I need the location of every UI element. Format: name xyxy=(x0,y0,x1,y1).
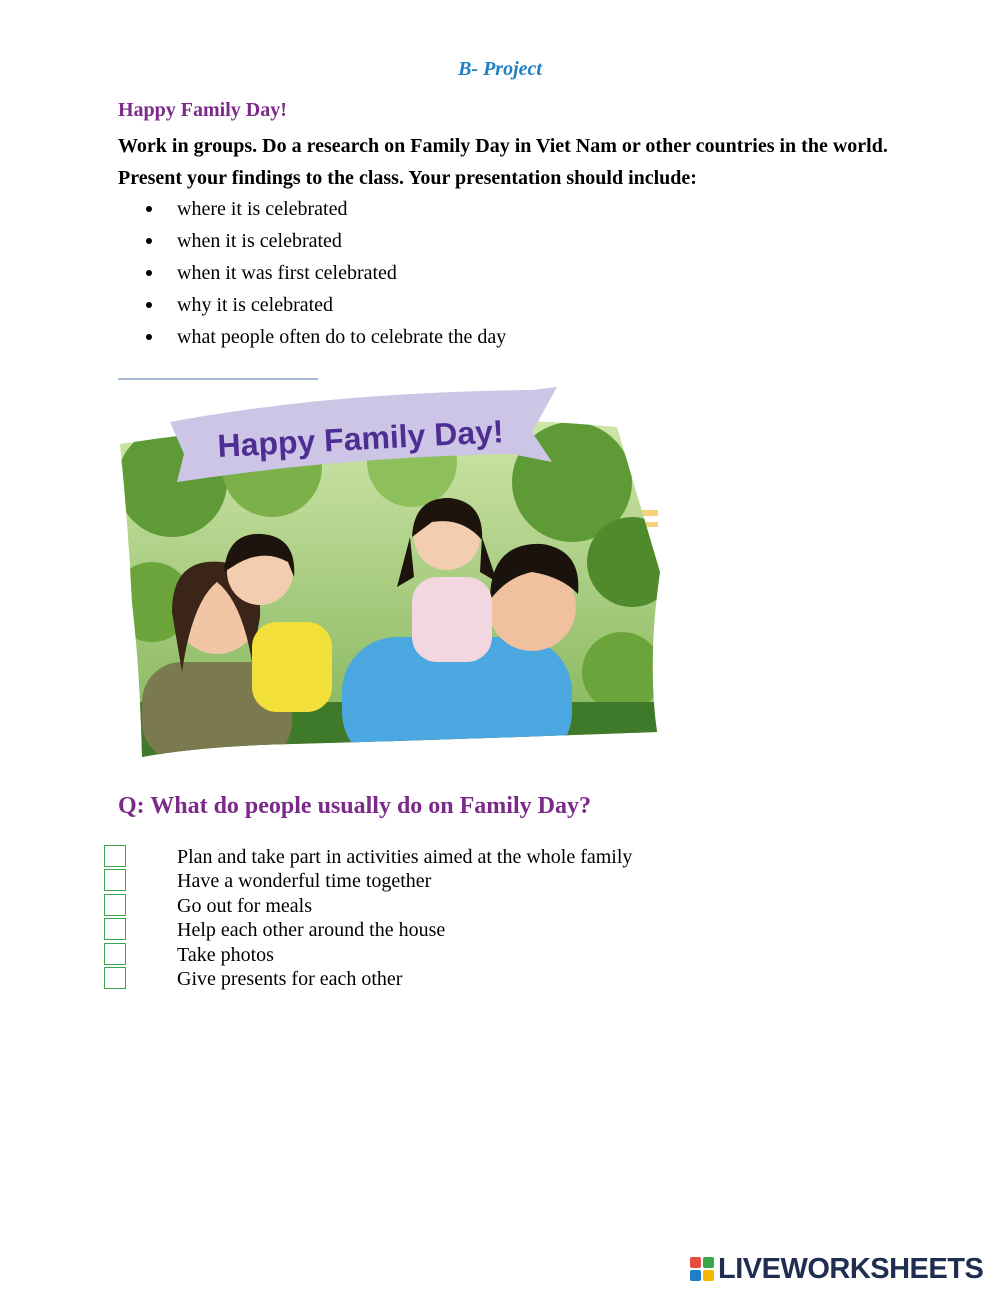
bullet-icon xyxy=(146,270,152,276)
list-item: what people often do to celebrate the day xyxy=(118,321,506,353)
family-photo xyxy=(112,372,672,767)
list-item: when it is celebrated xyxy=(118,225,506,257)
liveworksheets-logo xyxy=(690,1252,983,1286)
option-label: Go out for meals xyxy=(177,894,312,917)
bullet-icon xyxy=(146,302,152,308)
option-label: Help each other around the house xyxy=(177,919,446,942)
option-checkbox[interactable] xyxy=(104,894,126,916)
option-label: Plan and take part in activities aimed at the whole family xyxy=(177,846,633,868)
option-checkbox[interactable] xyxy=(104,918,126,940)
presentation-points-list xyxy=(118,193,506,353)
section-title: B- Project xyxy=(458,58,542,80)
bullet-icon xyxy=(146,238,152,244)
option-label: Take photos xyxy=(177,943,274,966)
list-item: why it is celebrated xyxy=(118,289,506,321)
option-checkbox[interactable] xyxy=(104,943,126,965)
logo-icon xyxy=(690,1257,714,1281)
option-checkbox[interactable] xyxy=(104,967,126,989)
bullet-icon xyxy=(146,206,152,212)
option-checkbox[interactable] xyxy=(104,845,126,867)
list-item: where it is celebrated xyxy=(118,193,506,225)
option-label: Give presents for each other xyxy=(177,967,403,990)
bullet-icon xyxy=(146,334,152,340)
instructions-text: Work in groups. Do a research on Family Day in Viet Nam or other countries in the world. Present your findings to the class. Your presentation should include: xyxy=(118,135,888,189)
option-label: Have a wonderful time together xyxy=(177,870,432,893)
question-title: Q: What do people usually do on Family Day? xyxy=(118,793,591,819)
brand-text: LIVEWORKSHEETS xyxy=(718,1252,984,1285)
banner-text: Happy Family Day! xyxy=(216,413,505,465)
list-item: when it was first celebrated xyxy=(118,257,506,289)
page-heading: Happy Family Day! xyxy=(118,99,287,121)
option-checkbox[interactable] xyxy=(104,869,126,891)
